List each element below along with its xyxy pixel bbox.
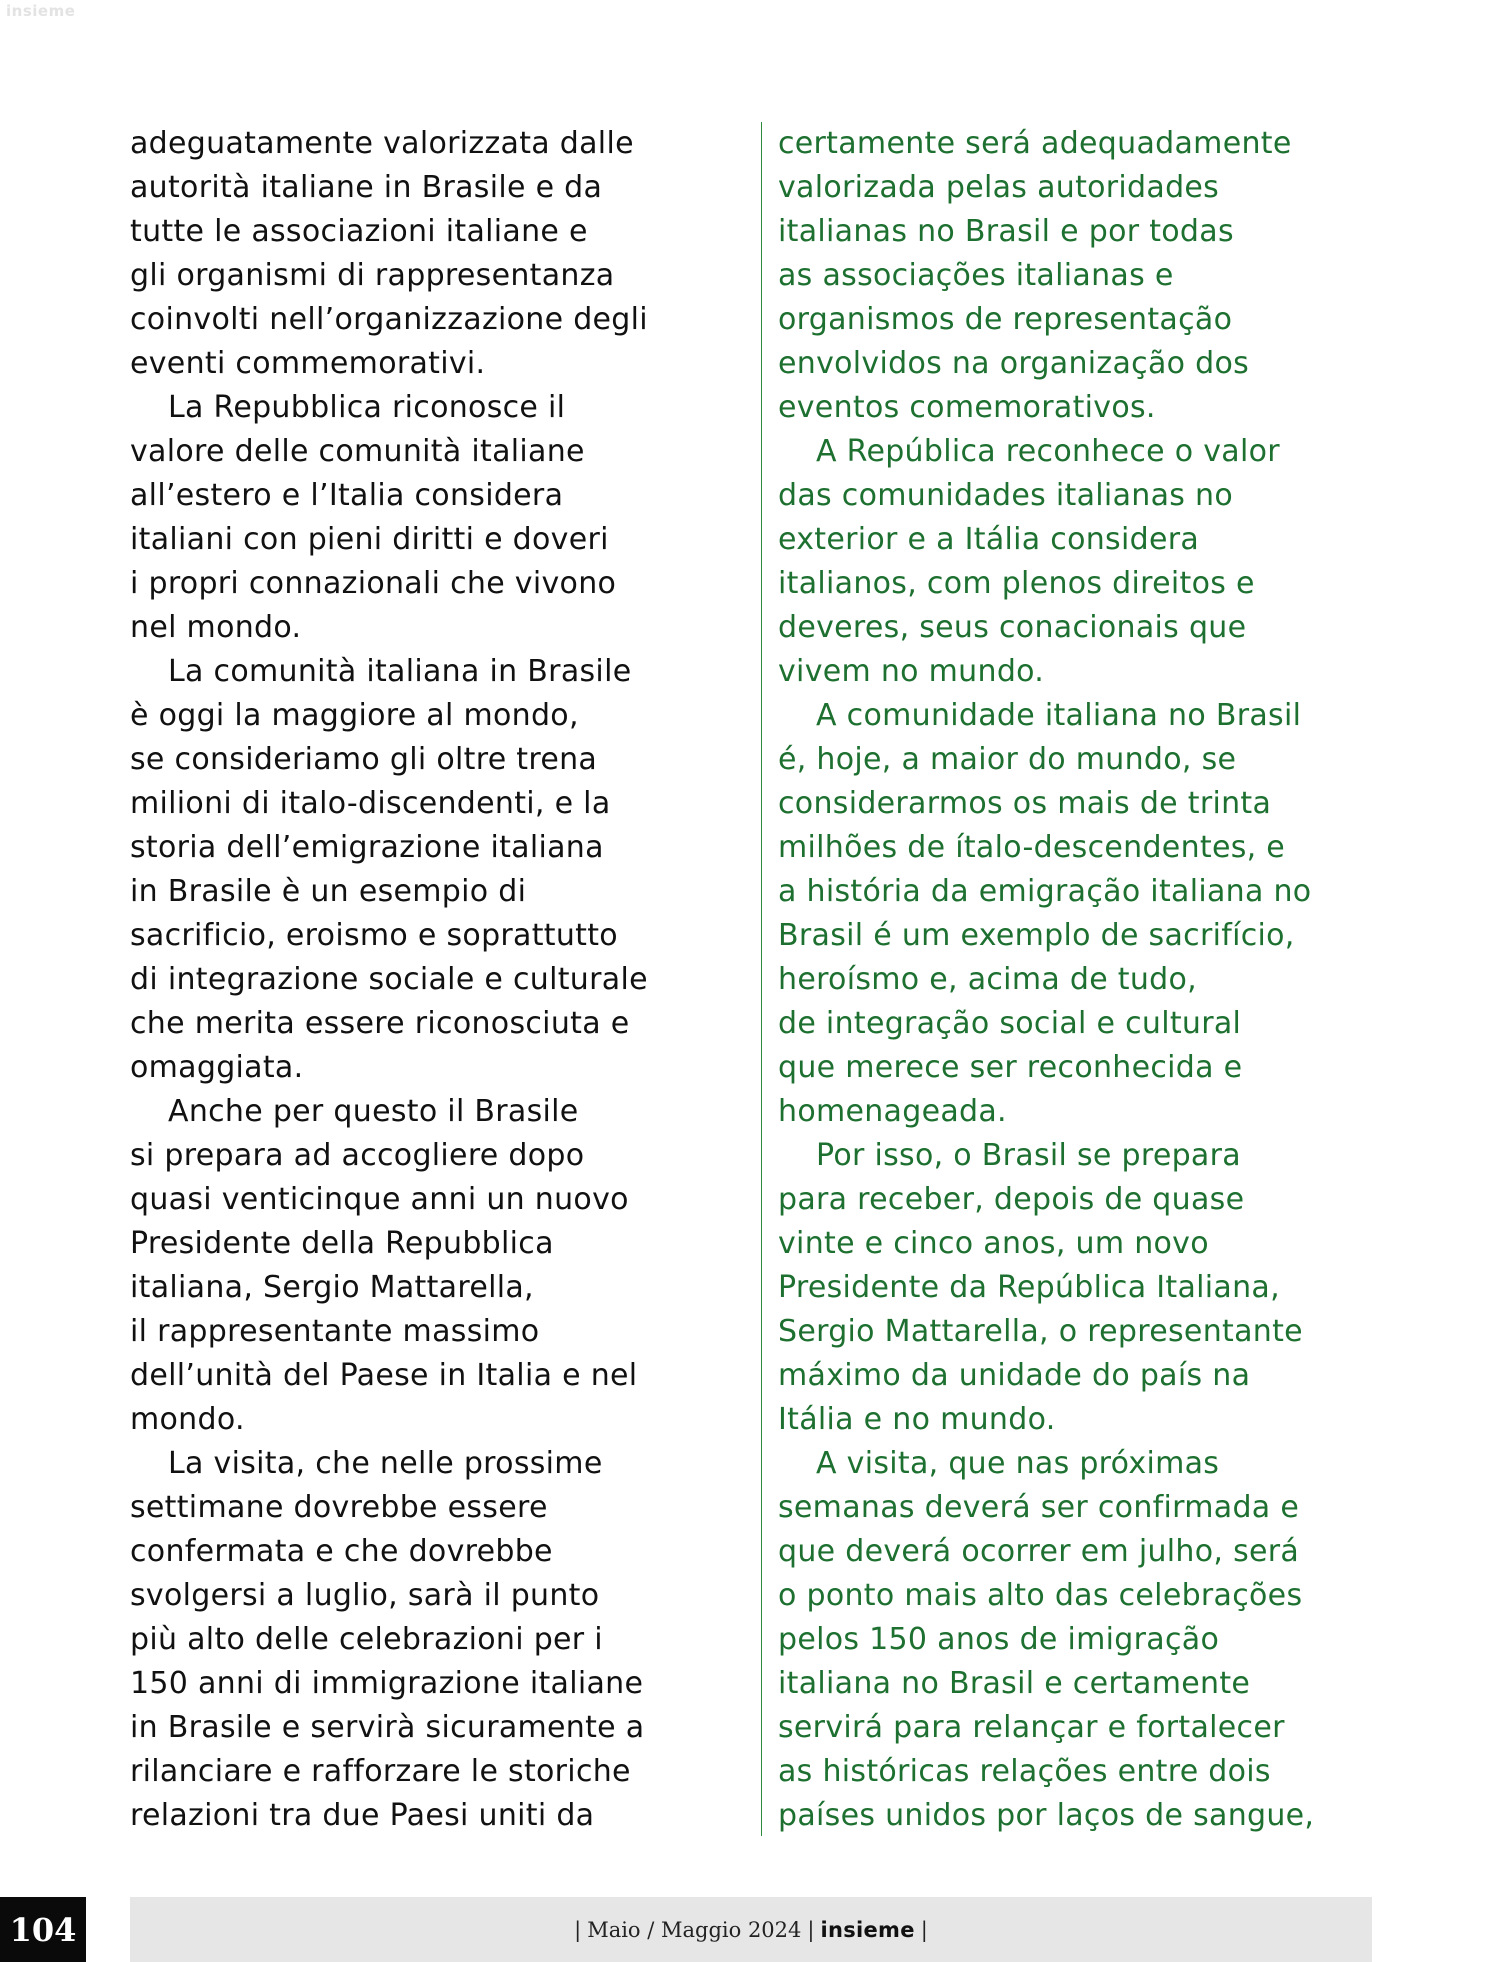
text-line: svolgersi a luglio, sarà il punto [130, 1578, 600, 1613]
text-line: più alto delle celebrazioni per i [130, 1622, 603, 1657]
text-line: vinte e cinco anos, um novo [778, 1226, 1209, 1261]
text-line: milhões de ítalo-descendentes, e [778, 830, 1286, 865]
text-line: servirá para relançar e fortalecer [778, 1710, 1285, 1745]
text-line: eventos comemorativos. [778, 390, 1156, 425]
footer-separator: | [574, 1917, 582, 1942]
text-line: mondo. [130, 1402, 245, 1437]
text-line: de integração social e cultural [778, 1006, 1242, 1041]
text-line: in Brasile e servirà sicuramente a [130, 1710, 645, 1745]
portuguese-text-column [778, 122, 1398, 1838]
text-line: valore delle comunità italiane [130, 434, 585, 469]
text-line: considerarmos os mais de trinta [778, 786, 1272, 821]
text-line: Anche per questo il Brasile [168, 1094, 579, 1129]
text-line: nel mondo. [130, 610, 302, 645]
text-line: países unidos por laços de sangue, [778, 1798, 1315, 1833]
text-line: italiana, Sergio Mattarella, [130, 1270, 534, 1305]
text-line: deveres, seus conacionais que [778, 610, 1247, 645]
text-line: semanas deverá ser confirmada e [778, 1490, 1300, 1525]
text-line: heroísmo e, acima de tudo, [778, 962, 1198, 997]
text-line: omaggiata. [130, 1050, 304, 1085]
footer-brand-logo: insieme [820, 1917, 915, 1942]
text-line: exterior e a Itália considera [778, 522, 1200, 557]
text-line: Itália e no mundo. [778, 1402, 1056, 1437]
text-line: valorizada pelas autoridades [778, 170, 1220, 205]
text-line: a história da emigração italiana no [778, 874, 1312, 909]
text-line: certamente será adequadamente [778, 126, 1292, 161]
text-line: o ponto mais alto das celebrações [778, 1578, 1303, 1613]
text-line: relazioni tra due Paesi uniti da [130, 1798, 595, 1833]
footer-issue-date: Maio / Maggio 2024 [587, 1917, 802, 1942]
text-line: organismos de representação [778, 302, 1233, 337]
text-line: coinvolti nell’organizzazione degli [130, 302, 648, 337]
text-line: dell’unità del Paese in Italia e nel [130, 1358, 638, 1393]
text-line: settimane dovrebbe essere [130, 1490, 548, 1525]
text-line: sacrificio, eroismo e soprattutto [130, 918, 618, 953]
text-line: adeguatamente valorizzata dalle [130, 126, 634, 161]
header-brand-logo: insieme [6, 2, 76, 20]
text-line: se consideriamo gli oltre trena [130, 742, 598, 777]
text-line: que deverá ocorrer em julho, será [778, 1534, 1300, 1569]
text-line: envolvidos na organização dos [778, 346, 1250, 381]
text-line: Presidente da República Italiana, [778, 1270, 1280, 1305]
footer-separator: | [920, 1917, 928, 1942]
text-line: homenageada. [778, 1094, 1007, 1129]
page-number: 104 [0, 1897, 86, 1962]
text-line: Brasil é um exemplo de sacrifício, [778, 918, 1295, 953]
text-line: A República reconhece o valor [816, 434, 1280, 469]
text-line: italianas no Brasil e por todas [778, 214, 1234, 249]
text-line: máximo da unidade do país na [778, 1358, 1251, 1393]
text-line: autorità italiane in Brasile e da [130, 170, 603, 205]
text-line: in Brasile è un esempio di [130, 874, 527, 909]
text-line: vivem no mundo. [778, 654, 1045, 689]
text-line: il rappresentante massimo [130, 1314, 540, 1349]
text-line: Por isso, o Brasil se prepara [816, 1138, 1241, 1173]
text-line: è oggi la maggiore al mondo, [130, 698, 579, 733]
column-divider [761, 122, 762, 1836]
text-line: Presidente della Repubblica [130, 1226, 554, 1261]
text-line: di integrazione sociale e culturale [130, 962, 648, 997]
text-line: que merece ser reconhecida e [778, 1050, 1243, 1085]
text-line: si prepara ad accogliere dopo [130, 1138, 585, 1173]
text-line: as históricas relações entre dois [778, 1754, 1271, 1789]
text-line: tutte le associazioni italiane e [130, 214, 588, 249]
text-line: é, hoje, a maior do mundo, se [778, 742, 1237, 777]
text-line: quasi venticinque anni un nuovo [130, 1182, 629, 1217]
text-line: A comunidade italiana no Brasil [816, 698, 1302, 733]
text-line: storia dell’emigrazione italiana [130, 830, 604, 865]
text-line: milioni di italo-discendenti, e la [130, 786, 611, 821]
text-line: para receber, depois de quase [778, 1182, 1245, 1217]
text-line: A visita, que nas próximas [816, 1446, 1220, 1481]
text-line: das comunidades italianas no [778, 478, 1233, 513]
text-line: all’estero e l’Italia considera [130, 478, 564, 513]
text-line: pelos 150 anos de imigração [778, 1622, 1220, 1657]
text-line: Sergio Mattarella, o representante [778, 1314, 1303, 1349]
text-line: La visita, che nelle prossime [168, 1446, 603, 1481]
text-line: La Repubblica riconosce il [168, 390, 566, 425]
text-line: confermata e che dovrebbe [130, 1534, 553, 1569]
text-line: che merita essere riconosciuta e [130, 1006, 630, 1041]
text-line: rilanciare e rafforzare le storiche [130, 1754, 631, 1789]
text-line: 150 anni di immigrazione italiane [130, 1666, 644, 1701]
text-line: La comunità italiana in Brasile [168, 654, 632, 689]
text-line: gli organismi di rappresentanza [130, 258, 615, 293]
text-line: italiana no Brasil e certamente [778, 1666, 1251, 1701]
text-line: italianos, com plenos direitos e [778, 566, 1255, 601]
footer-bar [130, 1897, 1372, 1962]
text-line: eventi commemorativi. [130, 346, 486, 381]
italian-text-column [130, 122, 730, 1838]
text-line: i propri connazionali che vivono [130, 566, 617, 601]
text-line: italiani con pieni diritti e doveri [130, 522, 609, 557]
footer-separator: | [807, 1917, 815, 1942]
text-line: as associações italianas e [778, 258, 1174, 293]
